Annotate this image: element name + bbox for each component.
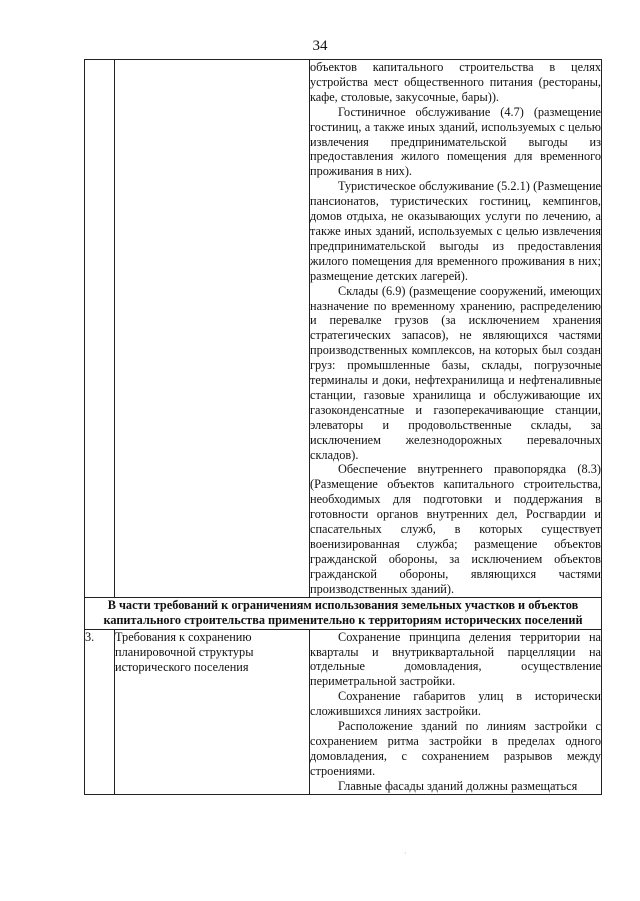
scan-artifact: · <box>404 849 407 858</box>
description-paragraph: Главные фасады зданий должны размещаться <box>338 778 578 793</box>
description-paragraph: Туристическое обслуживание (5.2.1) (Размещение пансионатов, туристических гостиниц, кемпингов, домов отдыха, не оказывающих услуги по лечению, а также иных зданий, используемых с целью извлечения предпринимательской выгоды из предоставления жилого помещения для временного проживания в них; размещение детских лагерей). <box>310 179 601 283</box>
requirement-text: Требования к сохранению планировочной структуры исторического поселения <box>115 629 310 794</box>
description-paragraph: Обеспечение внутреннего правопорядка (8.3) (Размещение объектов капитального строительства, необходимых для подготовки и поддержания в готовности органов внутренних дел, Росгвардии и спасательных служб, в которых существует военизированная служба; размещение объектов гражданской обороны, за исключением объектов гражданской обороны, являющихся частями производственных зданий). <box>310 462 601 596</box>
table-row <box>85 629 602 794</box>
description-cell <box>310 629 602 794</box>
table-row <box>85 60 602 598</box>
section-heading: В части требований к ограничениям использования земельных участков и объектов капитального строительства применительно к территориям исторических поселений <box>85 597 602 629</box>
regulations-table <box>84 59 602 795</box>
row-number-cell <box>85 60 115 598</box>
description-cell <box>310 60 602 598</box>
description-paragraph: Сохранение габаритов улиц в исторически сложившихся линиях застройки. <box>310 689 601 719</box>
description-paragraph: Расположение зданий по линиям застройки с сохранением ритма застройки в пределах одного домовладения, с сохранением разрывов между строениями. <box>310 719 601 778</box>
requirement-cell <box>115 60 310 598</box>
description-paragraph: Склады (6.9) (размещение сооружений, имеющих назначение по временному хранению, распределению и перевалке грузов (за исключением хранения стратегических запасов), не являющихся частями производственных комплексов, на которых был создан груз: промышленные базы, склады, погрузочные терминалы и доки, нефтехранилища и нефтеналивные станции, газовые хранилища и обслуживающие их газоконденсатные и газоперекачивающие станции, элеваторы и продовольственные склады, за исключением железнодорожных перевалочных складов). <box>310 283 601 462</box>
row-number: 3. <box>85 629 115 794</box>
section-heading-row <box>85 597 602 629</box>
description-paragraph: объектов капитального строительства в целях устройства мест общественного питания (рестораны, кафе, столовые, закусочные, бары)). <box>310 60 601 104</box>
page-number: 34 <box>312 38 328 54</box>
description-paragraph: Гостиничное обслуживание (4.7) (размещение гостиниц, а также иных зданий, используемых с целью извлечения предпринимательской выгоды из предоставления жилого помещения для временного проживания в них). <box>310 104 601 179</box>
description-paragraph: Сохранение принципа деления территории на кварталы и внутриквартальной парцелляции на отдельные домовладения, осуществление периметральной застройки. <box>310 629 601 689</box>
